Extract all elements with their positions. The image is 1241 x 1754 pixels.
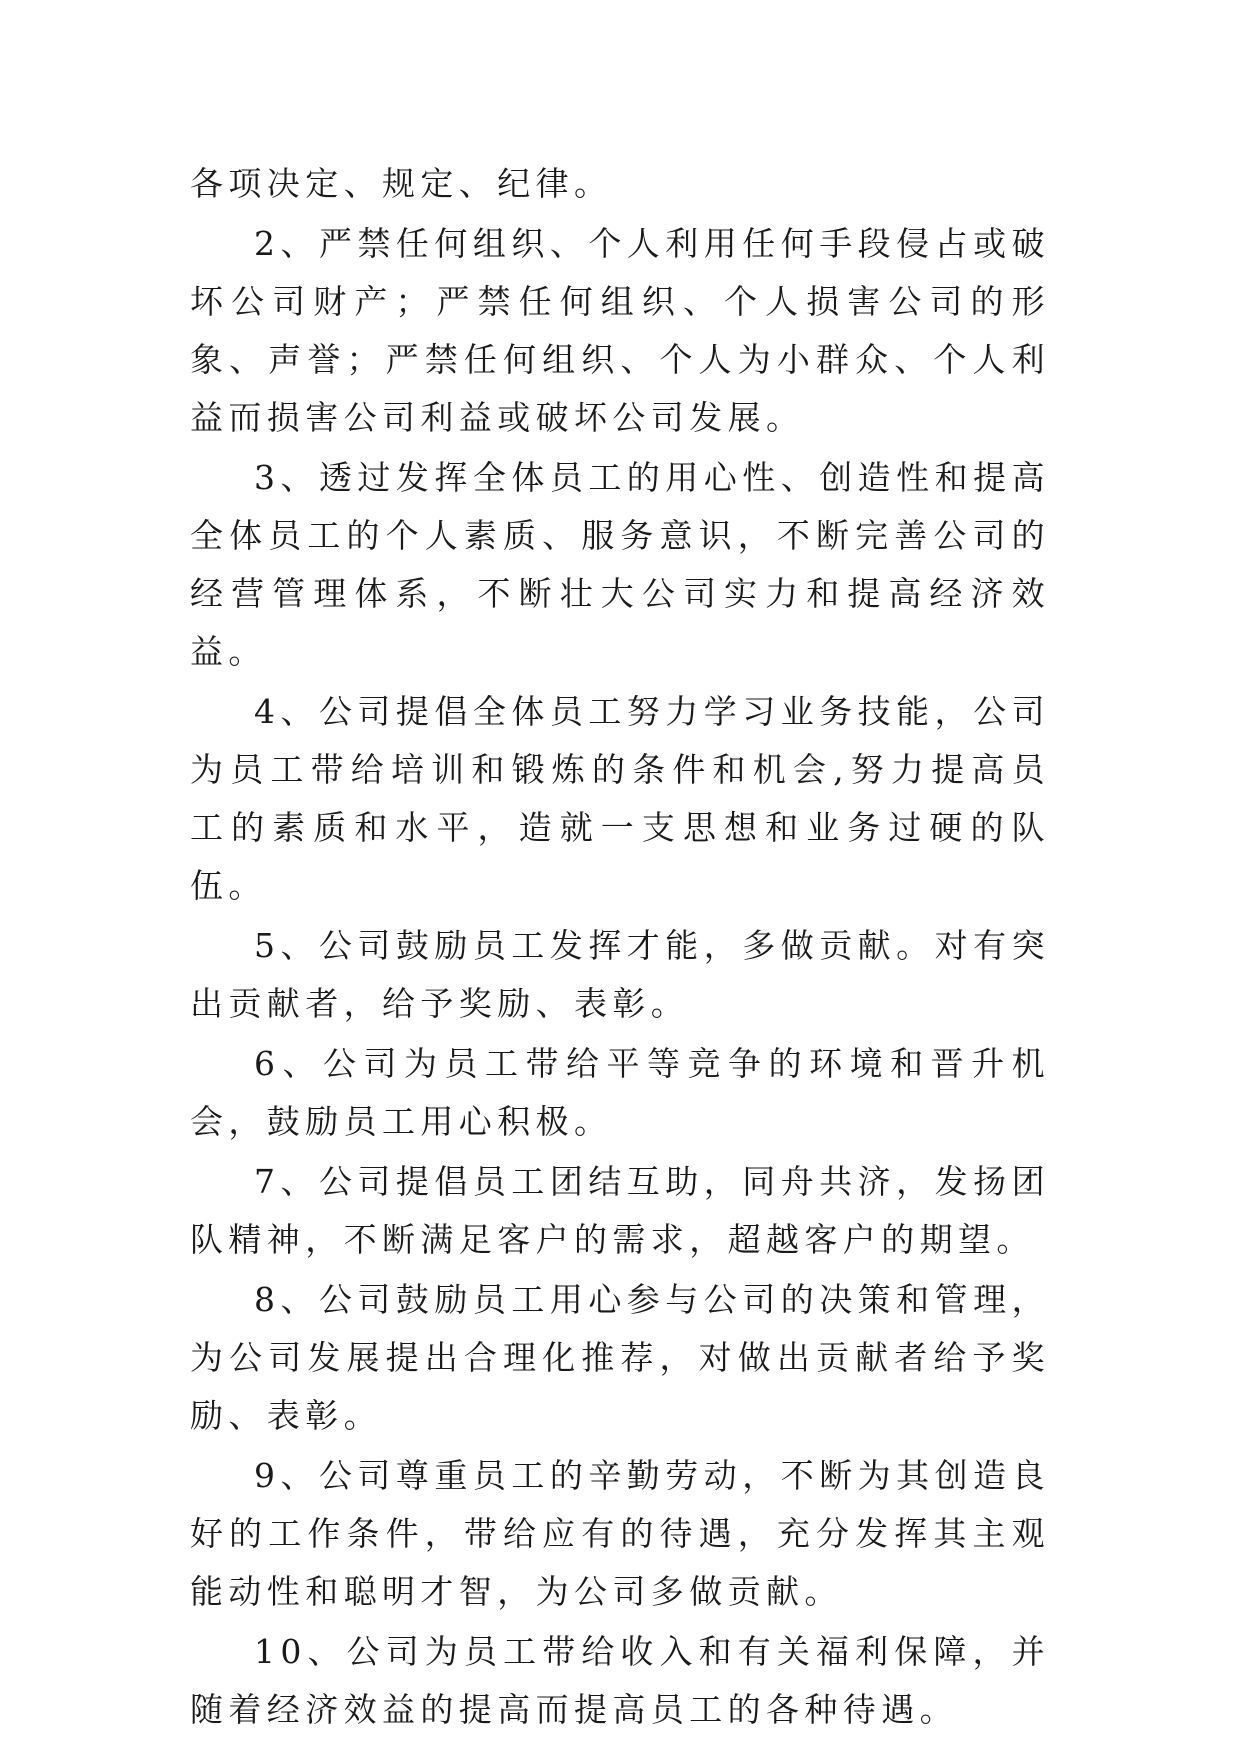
paragraph-item-3: 3、透过发挥全体员工的用心性、创造性和提高全体员工的个人素质、服务意识，不断完善公司的经营管理体系，不断壮大公司实力和提高经济效益。 — [190, 458, 1050, 671]
paragraph-item-9: 9、公司尊重员工的辛勤劳动，不断为其创造良好的工作条件，带给应有的待遇，充分发挥其主观能动性和聪明才智，为公司多做贡献。 — [190, 1456, 1050, 1611]
paragraph-item-10: 10、公司为员工带给收入和有关福利保障，并随着经济效益的提高而提高员工的各种待遇。 — [190, 1632, 1050, 1729]
paragraph-item-6: 6、公司为员工带给平等竞争的环境和晋升机会，鼓励员工用心积极。 — [190, 1044, 1050, 1141]
paragraph-item-8: 8、公司鼓励员工用心参与公司的决策和管理，为公司发展提出合理化推荐，对做出贡献者给予奖励、表彰。 — [190, 1280, 1050, 1435]
paragraph-item-7: 7、公司提倡员工团结互助，同舟共济，发扬团队精神，不断满足客户的需求，超越客户的期望。 — [190, 1162, 1050, 1259]
paragraph-item-2: 2、严禁任何组织、个人利用任何手段侵占或破坏公司财产；严禁任何组织、个人损害公司的形象、声誉；严禁任何组织、个人为小群众、个人利益而损害公司利益或破坏公司发展。 — [190, 224, 1050, 437]
paragraph-continuation: 各项决定、规定、纪律。 — [190, 164, 613, 203]
paragraph-item-5: 5、公司鼓励员工发挥才能，多做贡献。对有突出贡献者，给予奖励、表彰。 — [190, 926, 1050, 1023]
document-body — [190, 155, 1050, 1741]
paragraph-item-4: 4、公司提倡全体员工努力学习业务技能，公司为员工带给培训和锻炼的条件和机会,努力提高员工的素质和水平，造就一支思想和业务过硬的队伍。 — [190, 692, 1050, 905]
